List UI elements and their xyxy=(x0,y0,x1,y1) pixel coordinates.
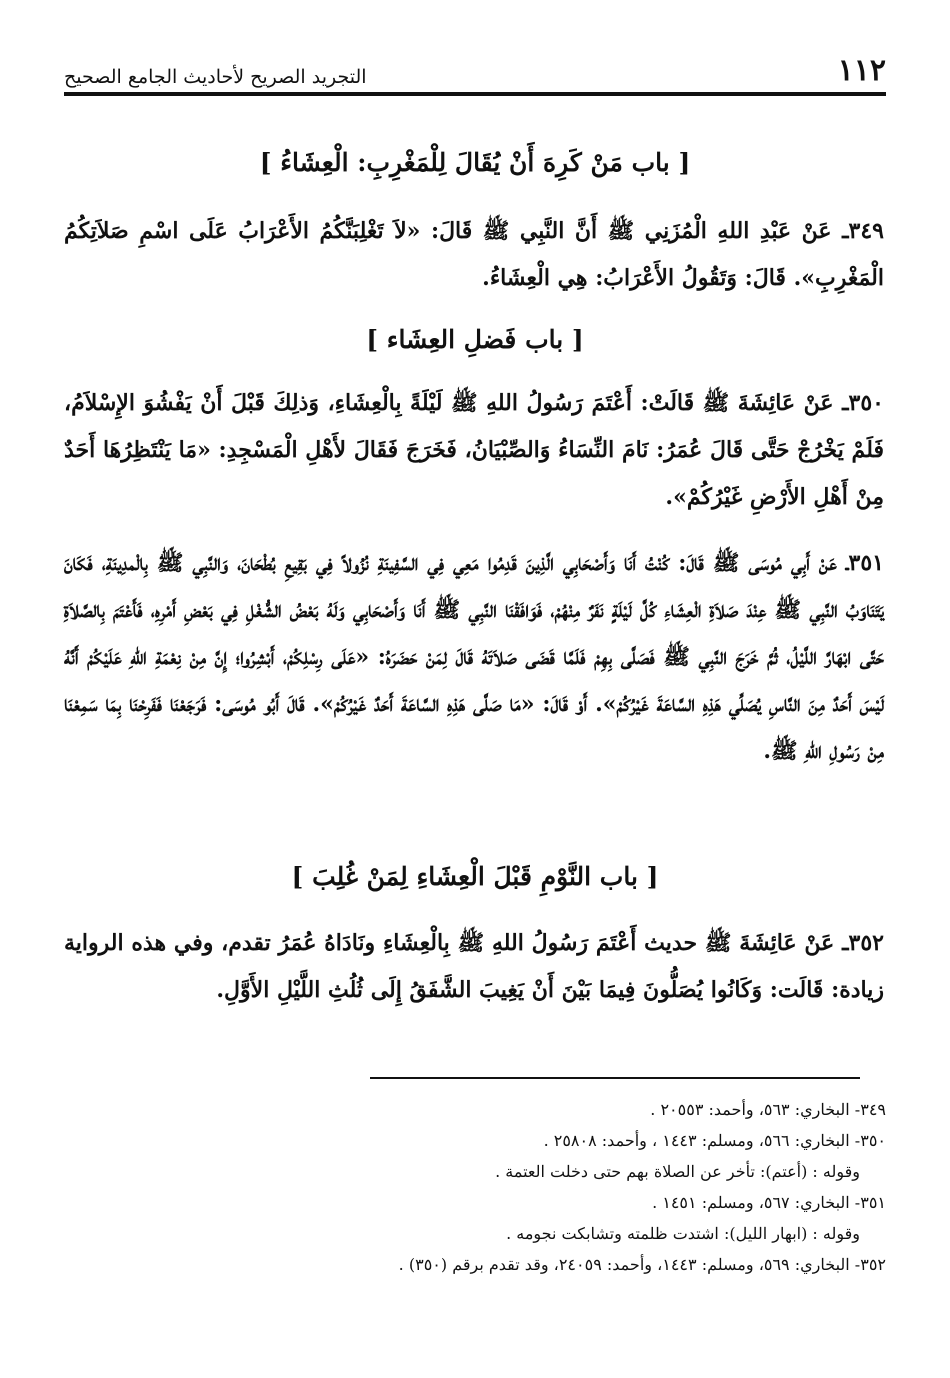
footnote: ٣٥٢- البخاري: ٥٦٩، ومسلم: ١٤٤٣، وأحمد: ٢٤٠٥٩، وقد تقدم برقم (٣٥٠) . xyxy=(398,1255,886,1274)
hadith-number: ٣٥٢ـ xyxy=(842,930,884,956)
footnote: ٣٥٠- البخاري: ٥٦٦، ومسلم: ١٤٤٣ ، وأحمد: ٢٥٨٠٨ . xyxy=(543,1131,886,1150)
hadith-text: عَنْ عَائِشَةَ ﷺ حديث أَعْتَمَ رَسُولُ اللهِ ﷺ بِالْعِشَاءِ ونَادَاهُ عُمَرُ تقدم، وفي هذه الرواية زيادة: قَالَت: وَكَانُوا يُصَلُّونَ فِيمَا بَيْنَ أَنْ يَغِيبَ الشَّفَقُ إِلَى ثُلُثِ اللَّيْلِ الأَوَّلِ. xyxy=(64,930,884,1003)
chapter-heading: [ باب فَضلِ العِشَاء ] xyxy=(366,325,584,354)
hadith-350 xyxy=(64,380,884,521)
footnote-note: وقوله : (ابهار الليل): اشتدت ظلمته وتشابكت نجومه . xyxy=(506,1224,860,1243)
footnotes xyxy=(64,1094,886,1280)
hadith-number: ٣٥١ـ xyxy=(845,550,884,576)
hadith-349 xyxy=(64,208,884,302)
chapter-heading: [ باب النَّوْمِ قَبْلَ الْعِشَاءِ لِمَنْ غُلِبَ ] xyxy=(291,862,659,891)
footnote-divider xyxy=(370,1077,860,1079)
footnote-note: وقوله : (أعتم): تأخر عن الصلاة بهم حتى دخلت العتمة . xyxy=(495,1162,860,1181)
hadith-351 xyxy=(64,540,884,775)
chapter-heading: [ باب مَنْ كَرِهَ أَنْ يُقَالَ لِلْمَغْرِبِ: الْعِشَاءُ ] xyxy=(259,148,691,177)
page-header xyxy=(64,44,886,96)
hadith-352 xyxy=(64,920,884,1014)
running-title: التجريد الصريح لأحاديث الجامع الصحيح xyxy=(64,66,367,88)
hadith-text: عَنْ أَبِي مُوسَى ﷺ قَالَ: كُنْتُ أَنَا وَأَصْحَابِي الَّذِينَ قَدِمُوا مَعِي فِي السَّفِينَةِ نُزُولاً فِي بَقِيعِ بُطْحَانَ، وَالنَّبِي ﷺ بِالْمدِينَةِ، فَكَانَ يَتَنَاوَبُ النَّبِي ﷺ عِنْدَ صَلاَةِ الْعِشَاءِ كُلَّ لَيْلَةٍ نَفَرٌ مِنْهُمْ، فَوَافَقْنَا النَّبِي ﷺ أَنَا وَأَصْحَابِي وَلَهُ بَعْضُ الشُّغْلِ فِي بَعْضِ أَمْرِهِ، فَأَعْتَمَ بِالصَّلاَةِ حَتَّى ابْهَارَّ اللَّيْلُ، ثُمَّ خَرَجَ النَّبِي ﷺ فَصَلَّى بِهِمْ فَلَمَّا قَضَى صَلاَتَهُ قَالَ لِمَنْ حَضَرَهُ: «عَلَى رِسْلِكُمْ، أَبْشِرُوا؛ إِنَّ مِنْ نِعْمَةِ اللهِ عَلَيْكُمْ أَنَّهُ لَيْسَ أَحَدٌ مِنَ النَّاسِ يُصَلِّي هَذِهِ السَّاعَةَ غَيْرُكُمْ». أَوْ قَالَ: «مَا صَلَّى هَذِهِ السَّاعَةَ أَحَدٌ غَيْرُكُمْ». قَالَ أَبُو مُوسَى: فَرَجَعْنَا فَفَرِحْنَا بِمَا سَمِعْنَا مِنْ رَسُولِ اللهِ ﷺ. xyxy=(64,550,884,764)
hadith-text: عَنْ عَائِشَةَ ﷺ قَالَتْ: أَعْتَمَ رَسُولُ اللهِ ﷺ لَيْلَةً بِالْعِشَاءِ، وَذلِكَ قَبْلَ أَنْ يَفْشُوَ الإِسْلاَمُ، فَلَمْ يَخْرُجْ حَتَّى قَالَ عُمَرُ: نَامَ النِّسَاءُ وَالصِّبْيَانُ، فَخَرَجَ فَقَالَ لأَهْلِ الْمَسْجِدِ: «مَا يَنْتَظِرُهَا أَحَدٌ مِنْ أَهْلِ الأَرْضِ غَيْرُكُمْ». xyxy=(64,390,884,510)
page-number: ١١٢ xyxy=(837,53,886,88)
footnote: ٣٥١- البخاري: ٥٦٧، ومسلم: ١٤٥١ . xyxy=(652,1193,886,1212)
hadith-number: ٣٤٩ـ xyxy=(842,218,884,244)
hadith-number: ٣٥٠ـ xyxy=(842,390,884,416)
footnote: ٣٤٩- البخاري: ٥٦٣، وأحمد: ٢٠٥٥٣ . xyxy=(650,1100,886,1119)
hadith-text: عَنْ عَبْدِ اللهِ الْمُزَنِي ﷺ أَنَّ النَّبِي ﷺ قَالَ: «لاَ تَغْلِبَنَّكُمُ الأَعْرَابُ عَلَى اسْمِ صَلاَتِكُمُ الْمَغْرِبِ». قَالَ: وَتَقُولُ الأَعْرَابُ: هِي الْعِشَاءُ. xyxy=(64,218,884,291)
